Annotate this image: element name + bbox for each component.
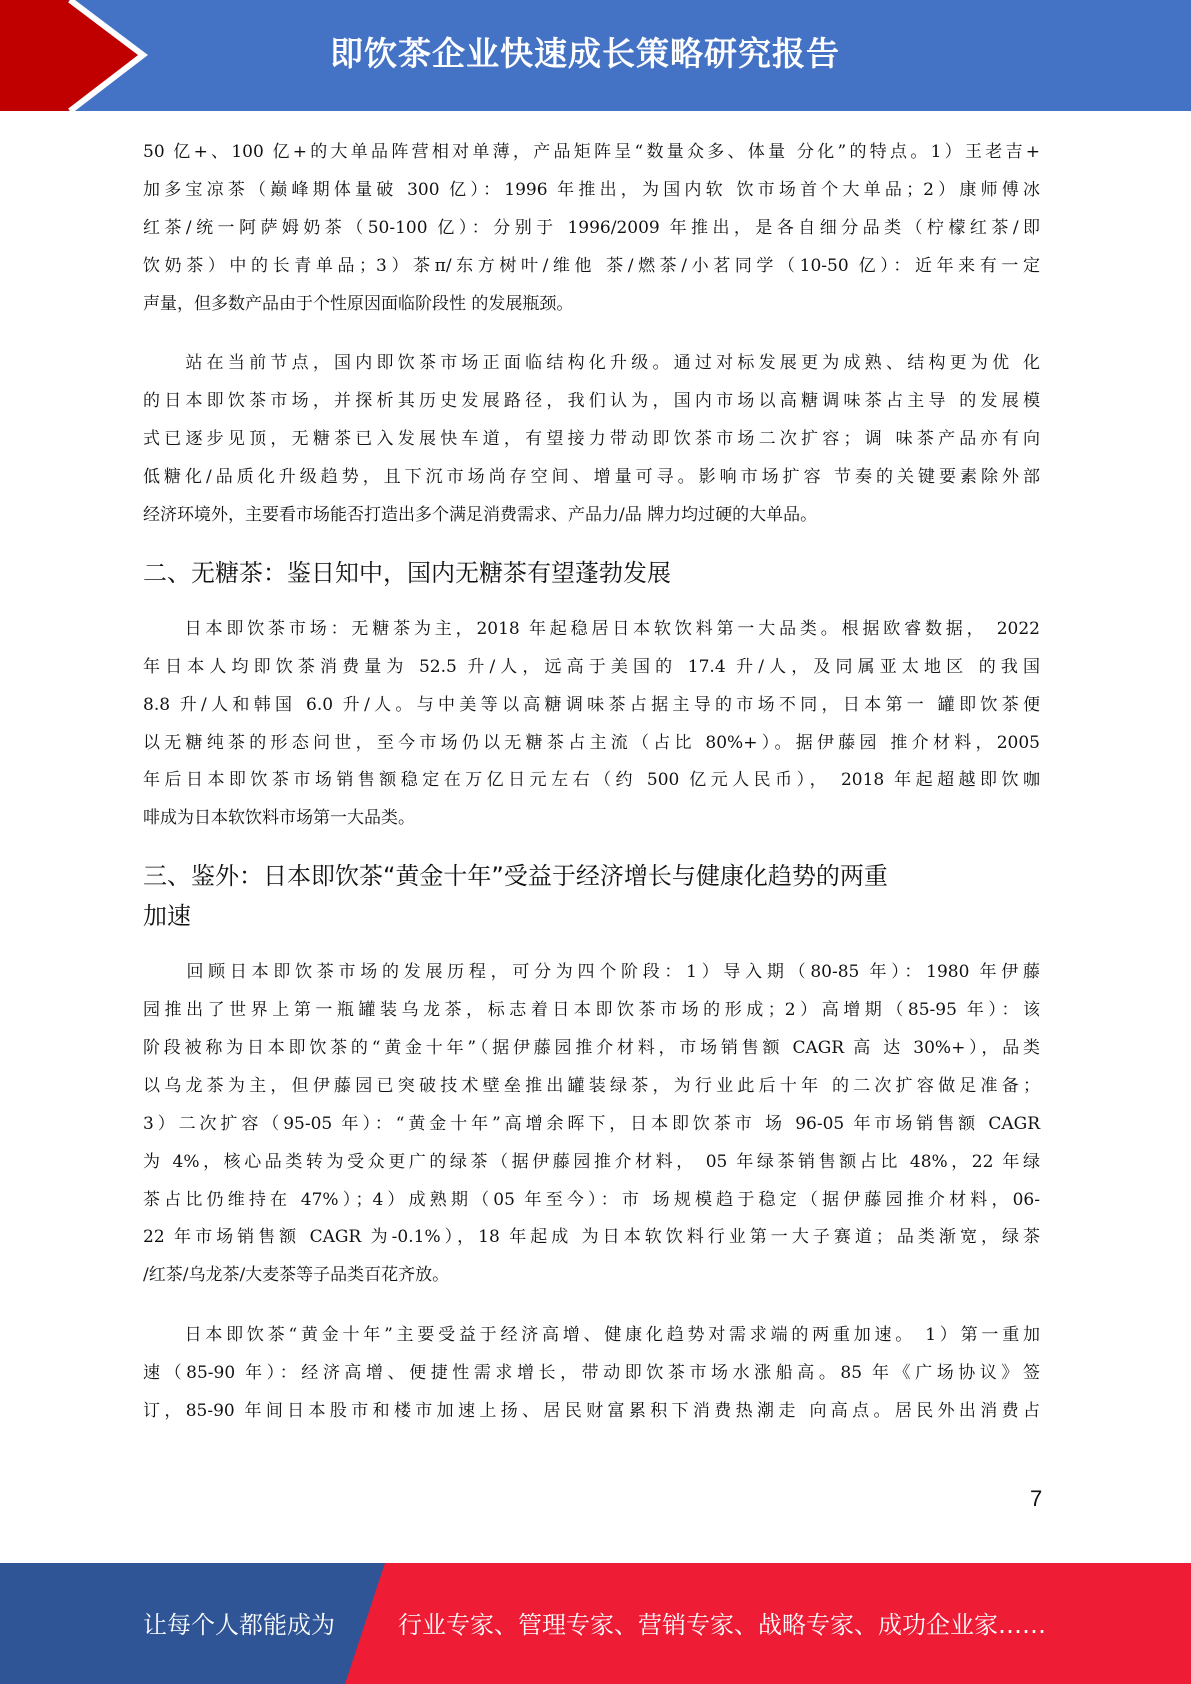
text-line: 低糖化/品质化升级趋势，且下沉市场尚存空间、增量可寻。影响市场扩容 节奏的关键要素除外部 — [143, 467, 1040, 488]
text-line: 声量，但多数产品由于个性原因面临阶段性 的发展瓶颈。 — [143, 293, 574, 314]
footer-slogan-left: 让每个人都能成为 — [143, 1611, 335, 1639]
text-line: 订，85-90 年间日本股市和楼市加速上扬、居民财富累积下消费热潮走 向高点。居民外出消费占 — [143, 1401, 1040, 1422]
paragraph — [143, 134, 1040, 323]
text-line: 3）二次扩容（95-05 年）：“黄金十年”高增余晖下，日本即饮茶市 场 96-05 年市场销售额 CAGR — [143, 1113, 1040, 1134]
text-line: /红茶/乌龙茶/大麦茶等子品类百花齐放。 — [143, 1265, 450, 1286]
text-line: 年后日本即饮茶市场销售额稳定在万亿日元左右（约 500 亿元人民币）， 2018 年起超越即饮咖 — [143, 770, 1040, 791]
page-number: 7 — [1030, 1486, 1043, 1511]
text-line: 站在当前节点，国内即饮茶市场正面临结构化升级。通过对标发展更为成熟、结构更为优 化 — [143, 353, 1040, 374]
text-line: 园推出了世界上第一瓶罐装乌龙茶，标志着日本即饮茶市场的形成；2）高增期（85-95 年）：该 — [143, 1000, 1040, 1021]
text-line: 茶占比仍维持在 47%）；4）成熟期（05 年至今）：市 场规模趋于稳定（据伊藤园推介材料，06- — [143, 1189, 1040, 1210]
section-heading: 三、鉴外：日本即饮茶“黄金十年”受益于经济增长与健康化趋势的两重 加速 — [143, 862, 888, 931]
text-line: 日本即饮茶市场：无糖茶为主，2018 年起稳居日本软饮料第一大品类。根据欧睿数据， 2022 — [143, 618, 1040, 639]
text-line: 啡成为日本软饮料市场第一大品类。 — [143, 808, 415, 829]
footer-slogan-right: 行业专家、管理专家、营销专家、战略专家、成功企业家…… — [398, 1611, 1046, 1639]
text-line: 日本即饮茶“黄金十年”主要受益于经济高增、健康化趋势对需求端的两重加速。 1）第一重加 — [143, 1325, 1040, 1346]
text-line: 以无糖纯茶的形态问世，至今市场仍以无糖茶占主流（占比 80%+）。据伊藤园 推介材料，2005 — [143, 732, 1040, 753]
text-line: 式已逐步见顶，无糖茶已入发展快车道，有望接力带动即饮茶市场二次扩容；调 味茶产品亦有向 — [143, 429, 1040, 450]
paragraph — [143, 611, 1040, 838]
paragraph — [143, 954, 1040, 1295]
text-line: 为 4%，核心品类转为受众更广的绿茶（据伊藤园推介材料， 05 年绿茶销售额占比 48%，22 年绿 — [143, 1151, 1040, 1172]
text-line: 回顾日本即饮茶市场的发展历程，可分为四个阶段：1）导入期（80-85 年）：1980 年伊藤 — [143, 962, 1040, 983]
text-line: 的日本即饮茶市场，并探析其历史发展路径，我们认为，国内市场以高糖调味茶占主导 的发展模 — [143, 391, 1040, 412]
report-title: 即饮茶企业快速成长策略研究报告 — [330, 34, 840, 73]
chevron-decoration-icon — [0, 0, 160, 111]
text-line: 速（85-90 年）：经济高增、便捷性需求增长，带动即饮茶市场水涨船高。85 年《广场协议》签 — [143, 1363, 1040, 1384]
text-line: 22 年市场销售额 CAGR 为-0.1%），18 年起成 为日本软饮料行业第一大子赛道；品类渐宽，绿茶 — [143, 1227, 1040, 1248]
paragraph — [143, 1317, 1040, 1431]
text-line: 红茶/统一阿萨姆奶茶（50-100 亿）：分别于 1996/2009 年推出，是各自细分品类（柠檬红茶/即 — [143, 217, 1040, 238]
paragraph — [143, 345, 1040, 534]
text-line: 年日本人均即饮茶消费量为 52.5 升/人，远高于美国的 17.4 升/人，及同属亚太地区 的我国 — [143, 656, 1040, 677]
text-line: 50 亿+、100 亿+的大单品阵营相对单薄，产品矩阵呈“数量众多、体量 分化”的特点。1）王老吉+ — [143, 142, 1040, 162]
document-body — [143, 134, 1040, 1431]
page-footer — [0, 1563, 1191, 1684]
text-line: 饮奶茶）中的长青单品；3）茶π/东方树叶/维他 茶/燃茶/小茗同学（10-50 亿）：近年来有一定 — [143, 255, 1040, 276]
page-header — [0, 0, 1191, 111]
text-line: 8.8 升/人和韩国 6.0 升/人。与中美等以高糖调味茶占据主导的市场不同，日本第一 罐即饮茶便 — [143, 694, 1040, 715]
section-heading: 二、无糖茶：鉴日知中，国内无糖茶有望蓬勃发展 — [143, 558, 671, 587]
text-line: 阶段被称为日本即饮茶的“黄金十年”（据伊藤园推介材料，市场销售额 CAGR 高 达 30%+），品类 — [143, 1038, 1040, 1059]
text-line: 以乌龙茶为主，但伊藤园已突破技术壁垒推出罐装绿茶，为行业此后十年 的二次扩容做足准备； — [143, 1075, 1040, 1096]
text-line: 加多宝凉茶（巅峰期体量破 300 亿）：1996 年推出，为国内软 饮市场首个大单品；2）康师傅冰 — [143, 179, 1040, 200]
text-line: 经济环境外，主要看市场能否打造出多个满足消费需求、产品力/品 牌力均过硬的大单品。 — [143, 505, 818, 526]
